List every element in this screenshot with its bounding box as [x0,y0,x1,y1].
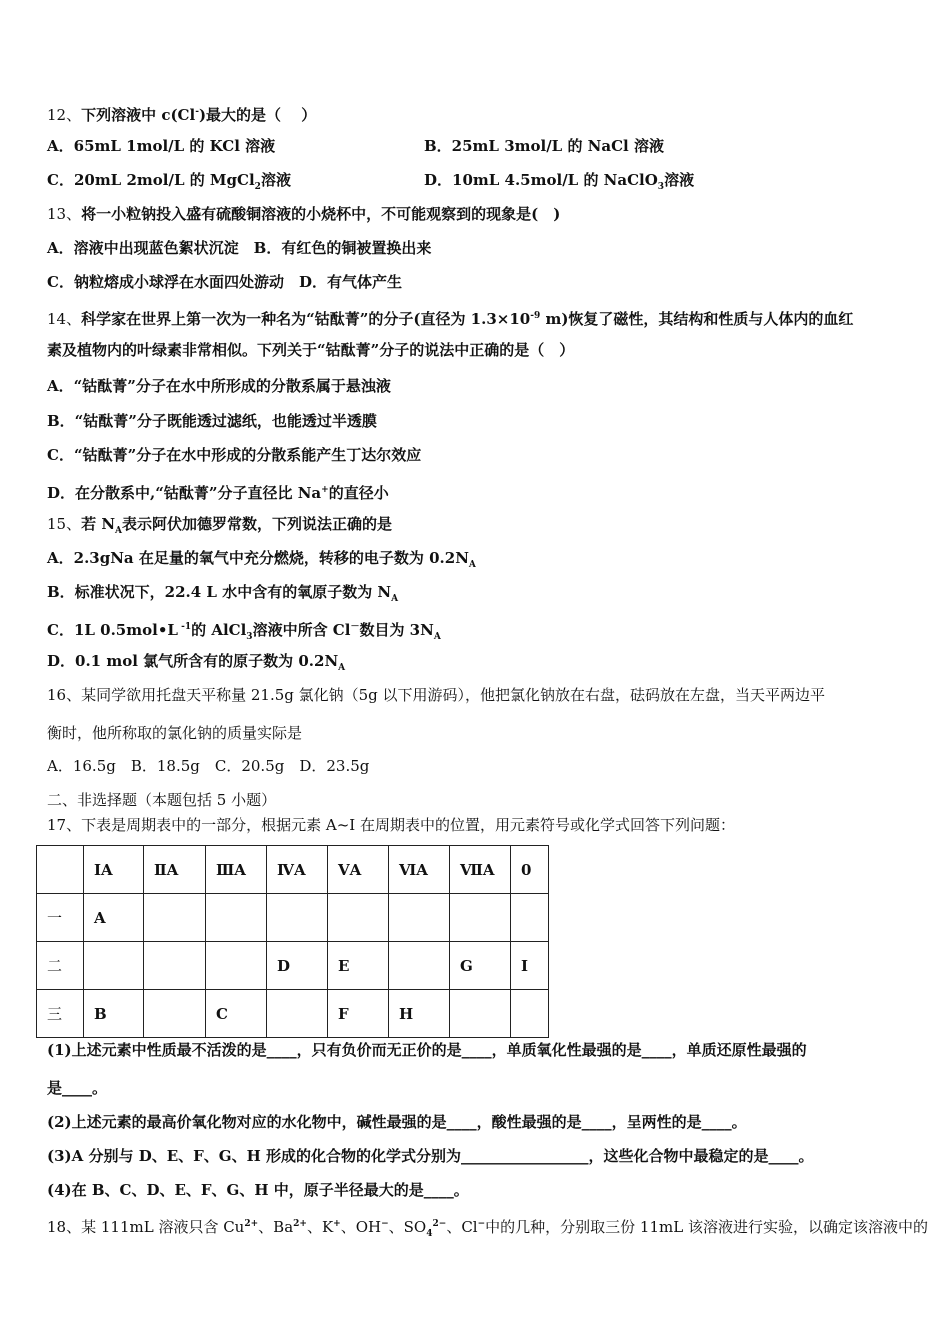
text-line [47,340,574,360]
table-cell: C [206,990,267,1038]
table-header-cell: ⅠA [84,846,144,894]
subscript: A [115,526,123,536]
text-line [47,376,391,396]
superscript: － [350,622,360,632]
table-cell: D [267,942,328,990]
table-header-cell: ⅢA [206,846,267,894]
superscript: 2− [432,1219,447,1229]
text-segment: A．16.5g B．18.5g C．20.5g D．23.5g [47,757,370,775]
superscript: − [381,1219,389,1229]
subscript: A [338,663,346,673]
text-segment: 16、某同学欲用托盘天平称量 21.5g 氯化钠（5g 以下用游码），他把氯化钠放在右盘，砝码放在左盘，当天平两边平 [47,686,826,704]
table-cell: A [84,894,144,942]
superscript: 2+ [293,1219,307,1229]
table-cell [328,894,389,942]
text-line [47,548,476,575]
table-cell [206,894,267,942]
text-line [47,723,302,743]
text-segment: 溶液中所含 Cl [252,621,351,639]
superscript: + [333,1219,341,1229]
text-line [47,1112,747,1132]
text-segment: 是____。 [47,1079,108,1097]
table-header-cell: ⅣA [267,846,328,894]
table-cell [144,990,206,1038]
text-segment: B．标准状况下，22.4 L 水中含有的氧原子数为 N [47,583,392,601]
table-cell [144,942,206,990]
option-right [424,136,664,156]
table-cell [450,990,511,1038]
text-segment: 、OH [340,1218,382,1236]
text-segment: B．“钴酞菁”分子既能透过滤纸，也能透过半透膜 [47,412,377,430]
superscript: − [477,1219,486,1229]
text-segment: 17、下表是周期表中的一部分，根据元素 A~I 在周期表中的位置，用元素符号或化学式回答下列问题： [47,816,735,834]
text-segment: 的 AlCl [191,621,247,639]
text-segment: C．“钴酞菁”分子在水中形成的分散系能产生丁达尔效应 [47,446,422,464]
text-line [47,306,853,329]
table-header-cell: 0 [511,846,549,894]
table-row [37,894,549,942]
text-segment: D．0.1 mol 氯气所含有的原子数为 0.2N [47,652,339,670]
table-cell [389,942,450,990]
text-segment: (3)A 分别与 D、E、F、G、H 形成的化合物的化学式分别为_________________，这些化合物中最稳定的是____。 [47,1147,814,1165]
text-line [47,1040,807,1060]
text-segment: A．2.3gNa 在足量的氧气中充分燃烧，转移的电子数为 0.2N [47,549,469,567]
text-segment: 15、 [47,515,82,533]
table-cell [389,894,450,942]
table-cell: I [511,942,549,990]
text-segment: 科学家在世界上第一次为一种名为“钴酞菁”的分子(直径为 1.3×10 [81,310,531,328]
text-segment: 衡时，他所称取的氯化钠的质量实际是 [47,724,303,742]
text-line [47,1146,814,1166]
text-segment: 、SO [388,1218,427,1236]
text-segment: 13、 [47,205,82,223]
table-row [37,990,549,1038]
table-header-cell: ⅤA [328,846,389,894]
text-segment: 14、 [47,310,82,328]
table-row [37,942,549,990]
text-segment: 中的几种，分别取三份 11mL 该溶液进行实验，以确定该溶液中的 [485,1218,928,1236]
table-cell [206,942,267,990]
text-line [47,204,560,224]
text-segment: 18、某 111mL 溶液只含 Cu [47,1218,245,1236]
text-segment: 12、 [47,106,82,124]
table-cell [84,942,144,990]
table-header-cell: ⅥA [389,846,450,894]
table-cell: F [328,990,389,1038]
table-cell: E [328,942,389,990]
table-cell [267,990,328,1038]
text-segment: 溶液 [260,171,291,189]
text-segment: B．25mL 3mol/L 的 NaCl 溶液 [424,137,664,155]
text-line [47,790,276,810]
text-line [47,582,398,609]
table-header-cell: ⅡA [144,846,206,894]
subscript: 3 [246,632,253,642]
periodic-table-excerpt [36,845,549,1038]
text-line [47,617,441,647]
superscript: - [195,107,199,117]
text-segment: D．在分散系中,“钴酞菁”分子直径比 Na [47,484,322,502]
text-line [47,1078,107,1098]
text-line [47,480,389,503]
text-segment: C．20mL 2mol/L 的 MgCl [47,171,255,189]
text-segment: 数目为 3N [359,621,434,639]
table-cell: B [84,990,144,1038]
superscript: 2+ [244,1219,259,1229]
text-segment: 素及植物内的叶绿素非常相似。下列关于“钴酞菁”分子的说法中正确的是（ ） [47,341,575,359]
superscript: -1 [177,622,192,632]
text-segment: 的直径小 [328,484,389,502]
text-segment: 、Ba [258,1218,294,1236]
subscript: A [433,632,441,642]
text-segment: 将一小粒钠投入盛有硫酸铜溶液的小烧杯中，不可能观察到的现象是( ) [81,205,561,223]
table-cell: 一 [37,894,84,942]
text-line [47,102,316,125]
option-right [424,170,694,197]
text-line [47,136,664,156]
text-segment: 表示阿伏加德罗常数，下列说法正确的是 [122,515,393,533]
table-header-cell [37,846,84,894]
subscript: 4 [426,1229,433,1239]
text-line [47,1180,469,1200]
superscript: -9 [530,311,541,321]
subscript: A [468,560,476,570]
text-line [47,272,402,292]
text-line [47,238,431,258]
subscript: 3 [657,182,665,192]
text-segment: (4)在 B、C、D、E、F、G、H 中，原子半径最大的是____。 [47,1181,469,1199]
table-cell [267,894,328,942]
table-cell [511,990,549,1038]
table-cell [450,894,511,942]
superscript: + [321,485,329,495]
text-segment: (2)上述元素的最高价氧化物对应的水化物中，碱性最强的是____，酸性最强的是____，呈两性的是____。 [47,1113,747,1131]
text-line [47,514,392,541]
text-line [47,445,421,465]
text-segment: (1)上述元素中性质最不活泼的是____，只有负价而无正价的是____，单质氧化性最强的是____，单质还原性最强的 [47,1041,807,1059]
text-line [47,411,377,431]
text-segment: A．“钴酞菁”分子在水中所形成的分散系属于悬浊液 [47,377,391,395]
text-line [47,1214,928,1244]
text-segment: A．65mL 1mol/L 的 KCl 溶液 [47,137,276,155]
text-line [47,685,825,705]
text-line [47,170,695,197]
table-cell: 三 [37,990,84,1038]
text-segment: m)恢复了磁性，其结构和性质与人体内的血红 [540,310,854,328]
text-segment: 二、非选择题（本题包括 5 小题） [47,791,277,809]
table-cell [511,894,549,942]
text-line [47,756,369,776]
text-segment: 、K [306,1218,334,1236]
text-segment: 、Cl [446,1218,478,1236]
text-segment: D．10mL 4.5mol/L 的 NaClO [424,171,658,189]
text-segment: A．溶液中出现蓝色絮状沉淀 B．有红色的铜被置换出来 [47,239,432,257]
table-cell: H [389,990,450,1038]
text-segment: C．钠粒熔成小球浮在水面四处游动 D．有气体产生 [47,273,402,291]
text-line [47,651,345,678]
subscript: A [391,594,399,604]
table-header-cell: ⅦA [450,846,511,894]
text-segment: 若 N [81,515,116,533]
text-segment: C．1L 0.5mol•L [47,621,178,639]
table-cell: 二 [37,942,84,990]
table-header-row [37,846,549,894]
text-segment: )最大的是（ ） [198,106,317,124]
text-segment: 下列溶液中 c(Cl [81,106,196,124]
table-cell: G [450,942,511,990]
subscript: 2 [254,182,261,192]
table-cell [144,894,206,942]
text-segment: 溶液 [664,171,695,189]
text-line [47,815,735,835]
